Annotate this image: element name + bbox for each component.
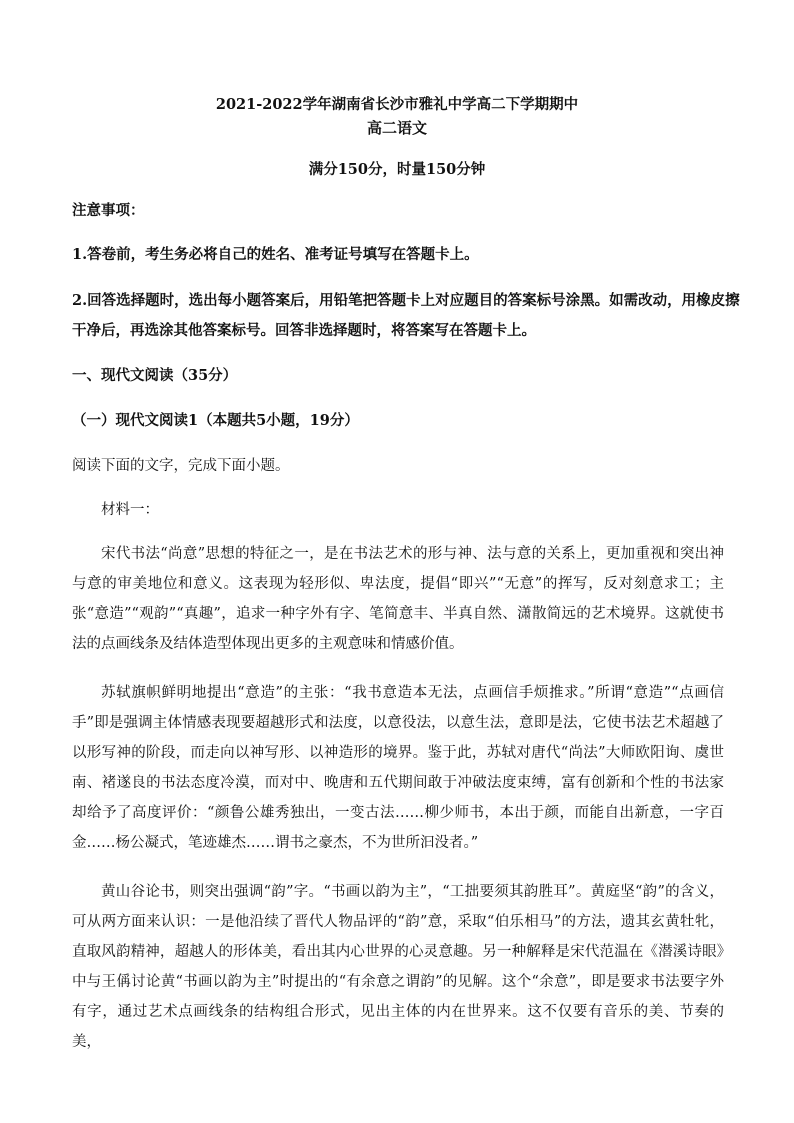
exam-subject: 高二语文 bbox=[366, 119, 427, 137]
exam-score-time: 满分150分，时量150分钟 bbox=[308, 161, 486, 178]
paragraph-text: 苏轼旗帜鲜明地提出“意造”的主张：“我书意造本无法，点画信手烦推求。”所谓“意造”“点画信手”即是强调主体情感表现要超越形式和法度，以意役法，以意生法，意即是法，它使书法艺术超越了以形写神的阶段，而走向以神写形、以神造形的境界。鉴于此，苏轼对唐代“尚法”大师欧阳询、虞世南、褚遂良的书法态度冷漠，而对中、晚唐和五代期间敢于冲破法度束缚，富有创新和个性的书法家却给予了高度评价：“颜鲁公雄秀独出，一变古法……柳少师书，本出于颜，而能自出新意，一字百金……杨公凝式，笔迹雄杰……谓书之豪杰，不为世所汩没者。” bbox=[72, 685, 724, 851]
reading-instruction: 阅读下面的文字，完成下面小题。 bbox=[72, 458, 290, 474]
material-paragraph-1 bbox=[72, 539, 724, 659]
subsection-heading: （一）现代文阅读1（本题共5小题，19分） bbox=[72, 412, 359, 429]
notice-item-2-line-2: 干净后，再选涂其他答案标号。回答非选择题时，将答案写在答题卡上。 bbox=[72, 322, 536, 339]
material-paragraph-2 bbox=[72, 678, 724, 858]
material-label: 材料一： bbox=[101, 502, 159, 518]
exam-title: 2021-2022学年湖南省长沙市雅礼中学高二下学期期中 bbox=[215, 96, 579, 113]
notice-heading: 注意事项： bbox=[72, 202, 145, 219]
notice-item-2-line-1: 2.回答选择题时，选出每小题答案后，用铅笔把答题卡上对应题目的答案标号涂黑。如需改动，用橡皮擦 bbox=[72, 292, 740, 309]
material-paragraph-3 bbox=[72, 877, 724, 1057]
notice-item-1: 1.答卷前，考生务必将自己的姓名、准考证号填写在答题卡上。 bbox=[72, 246, 479, 263]
paragraph-text: 黄山谷论书，则突出强调“韵”字。“书画以韵为主”，“工拙要须其韵胜耳”。黄庭坚“韵”的含义，可从两方面来认识：一是他沿续了晋代人物品评的“韵”意，采取“伯乐相马”的方法，遗其玄黄牡牝，直取风韵精神，超越人的形体美，看出其内心世界的心灵意趣。另一种解释是宋代范温在《潜溪诗眼》中与王偁讨论黄“书画以韵为主”时提出的“有余意之谓韵”的见解。这个“余意”，即是要求书法要字外有字，通过艺术点画线条的结构组合形式，见出主体的内在世界来。这不仅要有音乐的美、节奏的美， bbox=[72, 884, 724, 1050]
paragraph-text: 宋代书法“尚意”思想的特征之一，是在书法艺术的形与神、法与意的关系上，更加重视和突出神与意的审美地位和意义。这表现为轻形似、卑法度，提倡“即兴”“无意”的挥写，反对刻意求工；主张“意造”“观韵”“真趣”，追求一种字外有字、笔简意丰、半真自然、潇散简远的艺术境界。这就使书法的点画线条及结体造型体现出更多的主观意味和情感价值。 bbox=[72, 546, 724, 652]
section-heading: 一、现代文阅读（35分） bbox=[72, 367, 238, 384]
